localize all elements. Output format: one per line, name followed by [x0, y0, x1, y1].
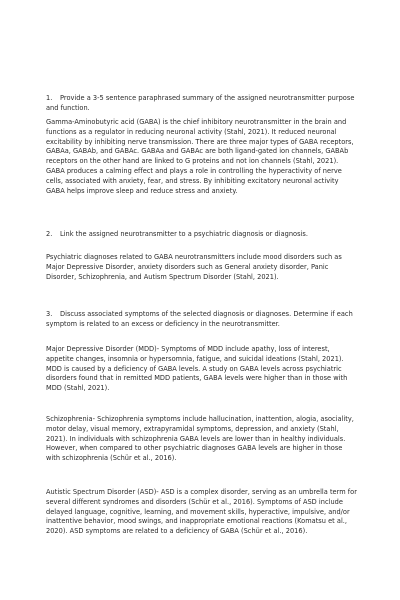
- question-prompt: Discuss associated symptoms of the selected diagnosis or diagnoses. Determine if each symptom is related to an excess or deficiency in the neurotransmitter.: [46, 310, 353, 328]
- question-number: 1.: [46, 94, 53, 102]
- answer-2-paragraph: Psychiatric diagnoses related to GABA neurotransmitters include mood disorders such as Major Depressive Disorder, anxiety disorders such as General anxiety disorder, Panic Disorder, Schizophrenia, and Autism Spectrum Disorder (Stahl, 2021).: [46, 253, 342, 281]
- question-3: [46, 310, 358, 330]
- question-number: 3.: [46, 310, 53, 318]
- question-2: [46, 230, 358, 240]
- question-prompt: Link the assigned neurotransmitter to a psychiatric diagnosis or diagnosis.: [60, 230, 308, 238]
- question-prompt: Provide a 3-5 sentence paraphrased summary of the assigned neurotransmitter purpose and function.: [46, 94, 355, 112]
- answer-1-paragraph: Gamma-Aminobutyric acid (GABA) is the chief inhibitory neurotransmitter in the brain and functions as a regulator in reducing neuronal activity (Stahl, 2021). It reduced neuronal excitability by inhibiting nerve transmission. There are three major types of GABA receptors, GABAa, GABAb, and GABAc. GABAa and GABAc are both ligand-gated ion channels, GABAb receptors on the other hand are linked to G proteins and not ion channels (Stahl, 2021). GABA produces a calming effect and plays a role in controlling the hyperactivity of nerve cells, associated with anxiety, fear, and stress. By inhibiting excitatory neuronal activity GABA helps improve sleep and reduce stress and anxiety.: [46, 118, 354, 195]
- answer-3-paragraph-mdd: Major Depressive Disorder (MDD)- Symptoms of MDD include apathy, loss of interest, appetite changes, insomnia or hypersomnia, fatigue, and suicidal ideations (Stahl, 2021). MDD is caused by a deficiency of GABA levels. A study on GABA levels across psychiatric disorders found that in remitted MDD patients, GABA levels were higher than in those with MDD (Stahl, 2021).: [46, 345, 348, 393]
- question-number: 2.: [46, 230, 53, 238]
- answer-3-paragraph-asd: Autistic Spectrum Disorder (ASD)- ASD is a complex disorder, serving as an umbrella term for several different syndromes and disorders (Schür et al., 2016). Symptoms of ASD include delayed language, cognitive, learning, and movement skills, hyperactive, impulsive, and/or inattentive behavior, mood swings, and inappropriate emotional reactions (Komatsu et al., 2020). ASD symptoms are related to a deficiency of GABA (Schür et al., 2016).: [46, 488, 357, 536]
- question-1: [46, 94, 358, 114]
- answer-3-paragraph-schizophrenia: Schizophrenia- Schizophrenia symptoms include hallucination, inattention, alogia, asociality, motor delay, visual memory, extrapyramidal symptoms, depression, and anxiety (Stahl, 2021). In individuals with schizophrenia GABA levels are lower than in healthy individuals. However, when compared to other psychiatric diagnoses GABA levels are higher in those with schizophrenia (Schür et al., 2016).: [46, 415, 354, 463]
